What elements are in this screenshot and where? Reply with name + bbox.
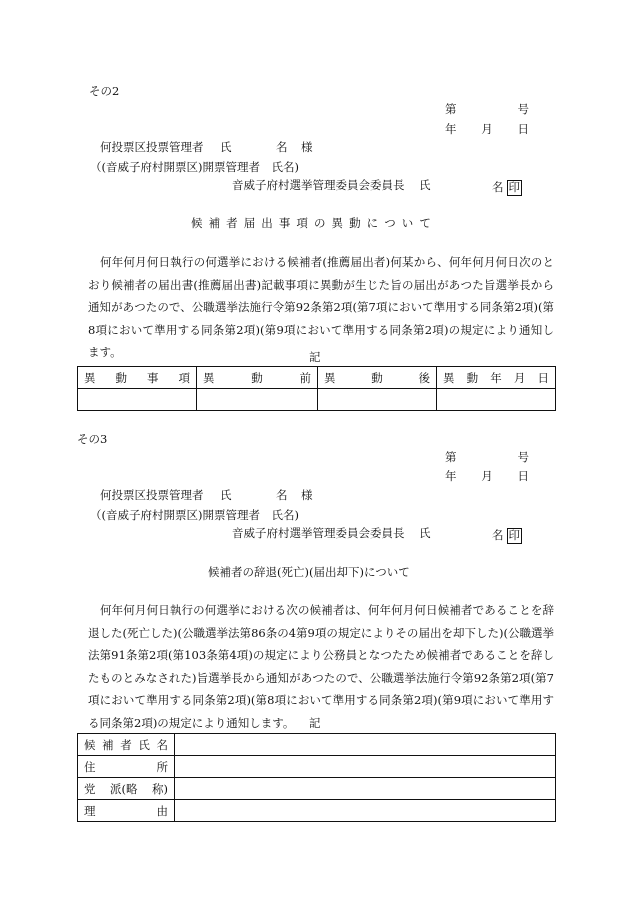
section2-change-table [77, 366, 556, 411]
section3-addressee-sama: 様 [301, 488, 313, 502]
row-label-reason: 理 由 [78, 800, 175, 822]
section3-candidate-table [77, 733, 556, 822]
section3-sender-mei: 名 印 [492, 528, 520, 542]
section3-addressee-counting: （(音威子府村開票区)開票管理者 氏名) [90, 508, 299, 522]
section2-title: 候 補 者 届 出 事 項 の 異 動 に つ い て [191, 216, 431, 230]
section3-title: 候補者の辞退(死亡)(届出却下)について [208, 565, 410, 579]
row-label-candidate-name: 候 補 者 氏 名 [78, 734, 175, 756]
section2-addressee-counting: （(音威子府村開票区)開票管理者 氏名) [90, 160, 299, 174]
table-cell [175, 778, 556, 800]
header-after: 異 動 後 [318, 367, 437, 389]
section3-sender-title: 音威子府村選挙管理委員会委員長 [232, 526, 405, 540]
section3-number-line: 第 号 [445, 450, 529, 464]
section2-number-line: 第 号 [445, 102, 529, 116]
section2-addressee-mei: 名 [276, 140, 288, 154]
section2-label: その2 [89, 84, 120, 98]
row-label-address: 住 所 [78, 756, 175, 778]
table-row [78, 800, 556, 822]
table-cell [175, 734, 556, 756]
section3-label: その3 [77, 432, 108, 446]
section3-addressee-mei: 名 [276, 488, 288, 502]
section2-addressee-shi: 氏 [220, 140, 232, 154]
section2-sender-shi: 氏 [419, 178, 431, 192]
section3-body: 何年何月何日執行の何選挙における次の候補者は、何年何月何日候補者であることを辞退した(死亡した)(公職選挙法第86条の4第9項の規定によりその届出を却下した)(公職選挙法第91条第2項(第103条第4項)の規定により公務員となつたため候補者であることを辞したものとみなされた)旨選挙長から通知があつたので、公職選挙法施行令第92条第2項(第7項において準用する同条第2項)(第8項において準用する同条第2項)(第9項において準用する同条第2項)の規定により通知します。 [88, 603, 554, 730]
section3-addressee: 何投票区投票管理者 [100, 488, 204, 502]
section3-sender-shi: 氏 [419, 526, 431, 540]
row-label-party: 党 派(略 称) [78, 778, 175, 800]
table-row [78, 389, 556, 411]
section2-body: 何年何月何日執行の何選挙における候補者(推薦届出者)何某から、何年何月何日次のとおり候補者の届出書(推薦届出書)記載事項に異動が生じた旨の届出があつた旨選挙長から通知があつたので、公職選挙法施行令第92条第2項(第7項において準用する同条第2項)(第8項において準用する同条第2項)(第9項において準用する同条第2項)の規定により通知します。 [88, 255, 554, 359]
section2-addressee-sama: 様 [301, 140, 313, 154]
table-cell [175, 756, 556, 778]
section2-date-line: 年 月 日 [445, 122, 529, 136]
header-before: 異 動 前 [197, 367, 318, 389]
section2-ki: 記 [309, 350, 321, 364]
table-cell [78, 389, 197, 411]
seal-stamp: 印 [508, 528, 520, 542]
table-row [78, 778, 556, 800]
section2-addressee: 何投票区投票管理者 [100, 140, 204, 154]
table-row [78, 734, 556, 756]
table-cell [318, 389, 437, 411]
table-cell [437, 389, 556, 411]
header-change-item: 異 動 事 項 [78, 367, 197, 389]
seal-stamp: 印 [508, 180, 520, 194]
section3-date-line: 年 月 日 [445, 469, 529, 483]
section3-addressee-shi: 氏 [220, 488, 232, 502]
table-row [78, 367, 556, 389]
table-cell [175, 800, 556, 822]
section2-sender-title: 音威子府村選挙管理委員会委員長 [232, 178, 405, 192]
table-cell [197, 389, 318, 411]
section2-sender-mei: 名 印 [492, 180, 520, 194]
header-change-date: 異 動 年 月 日 [437, 367, 556, 389]
table-row [78, 756, 556, 778]
section3-ki: 記 [309, 716, 321, 730]
